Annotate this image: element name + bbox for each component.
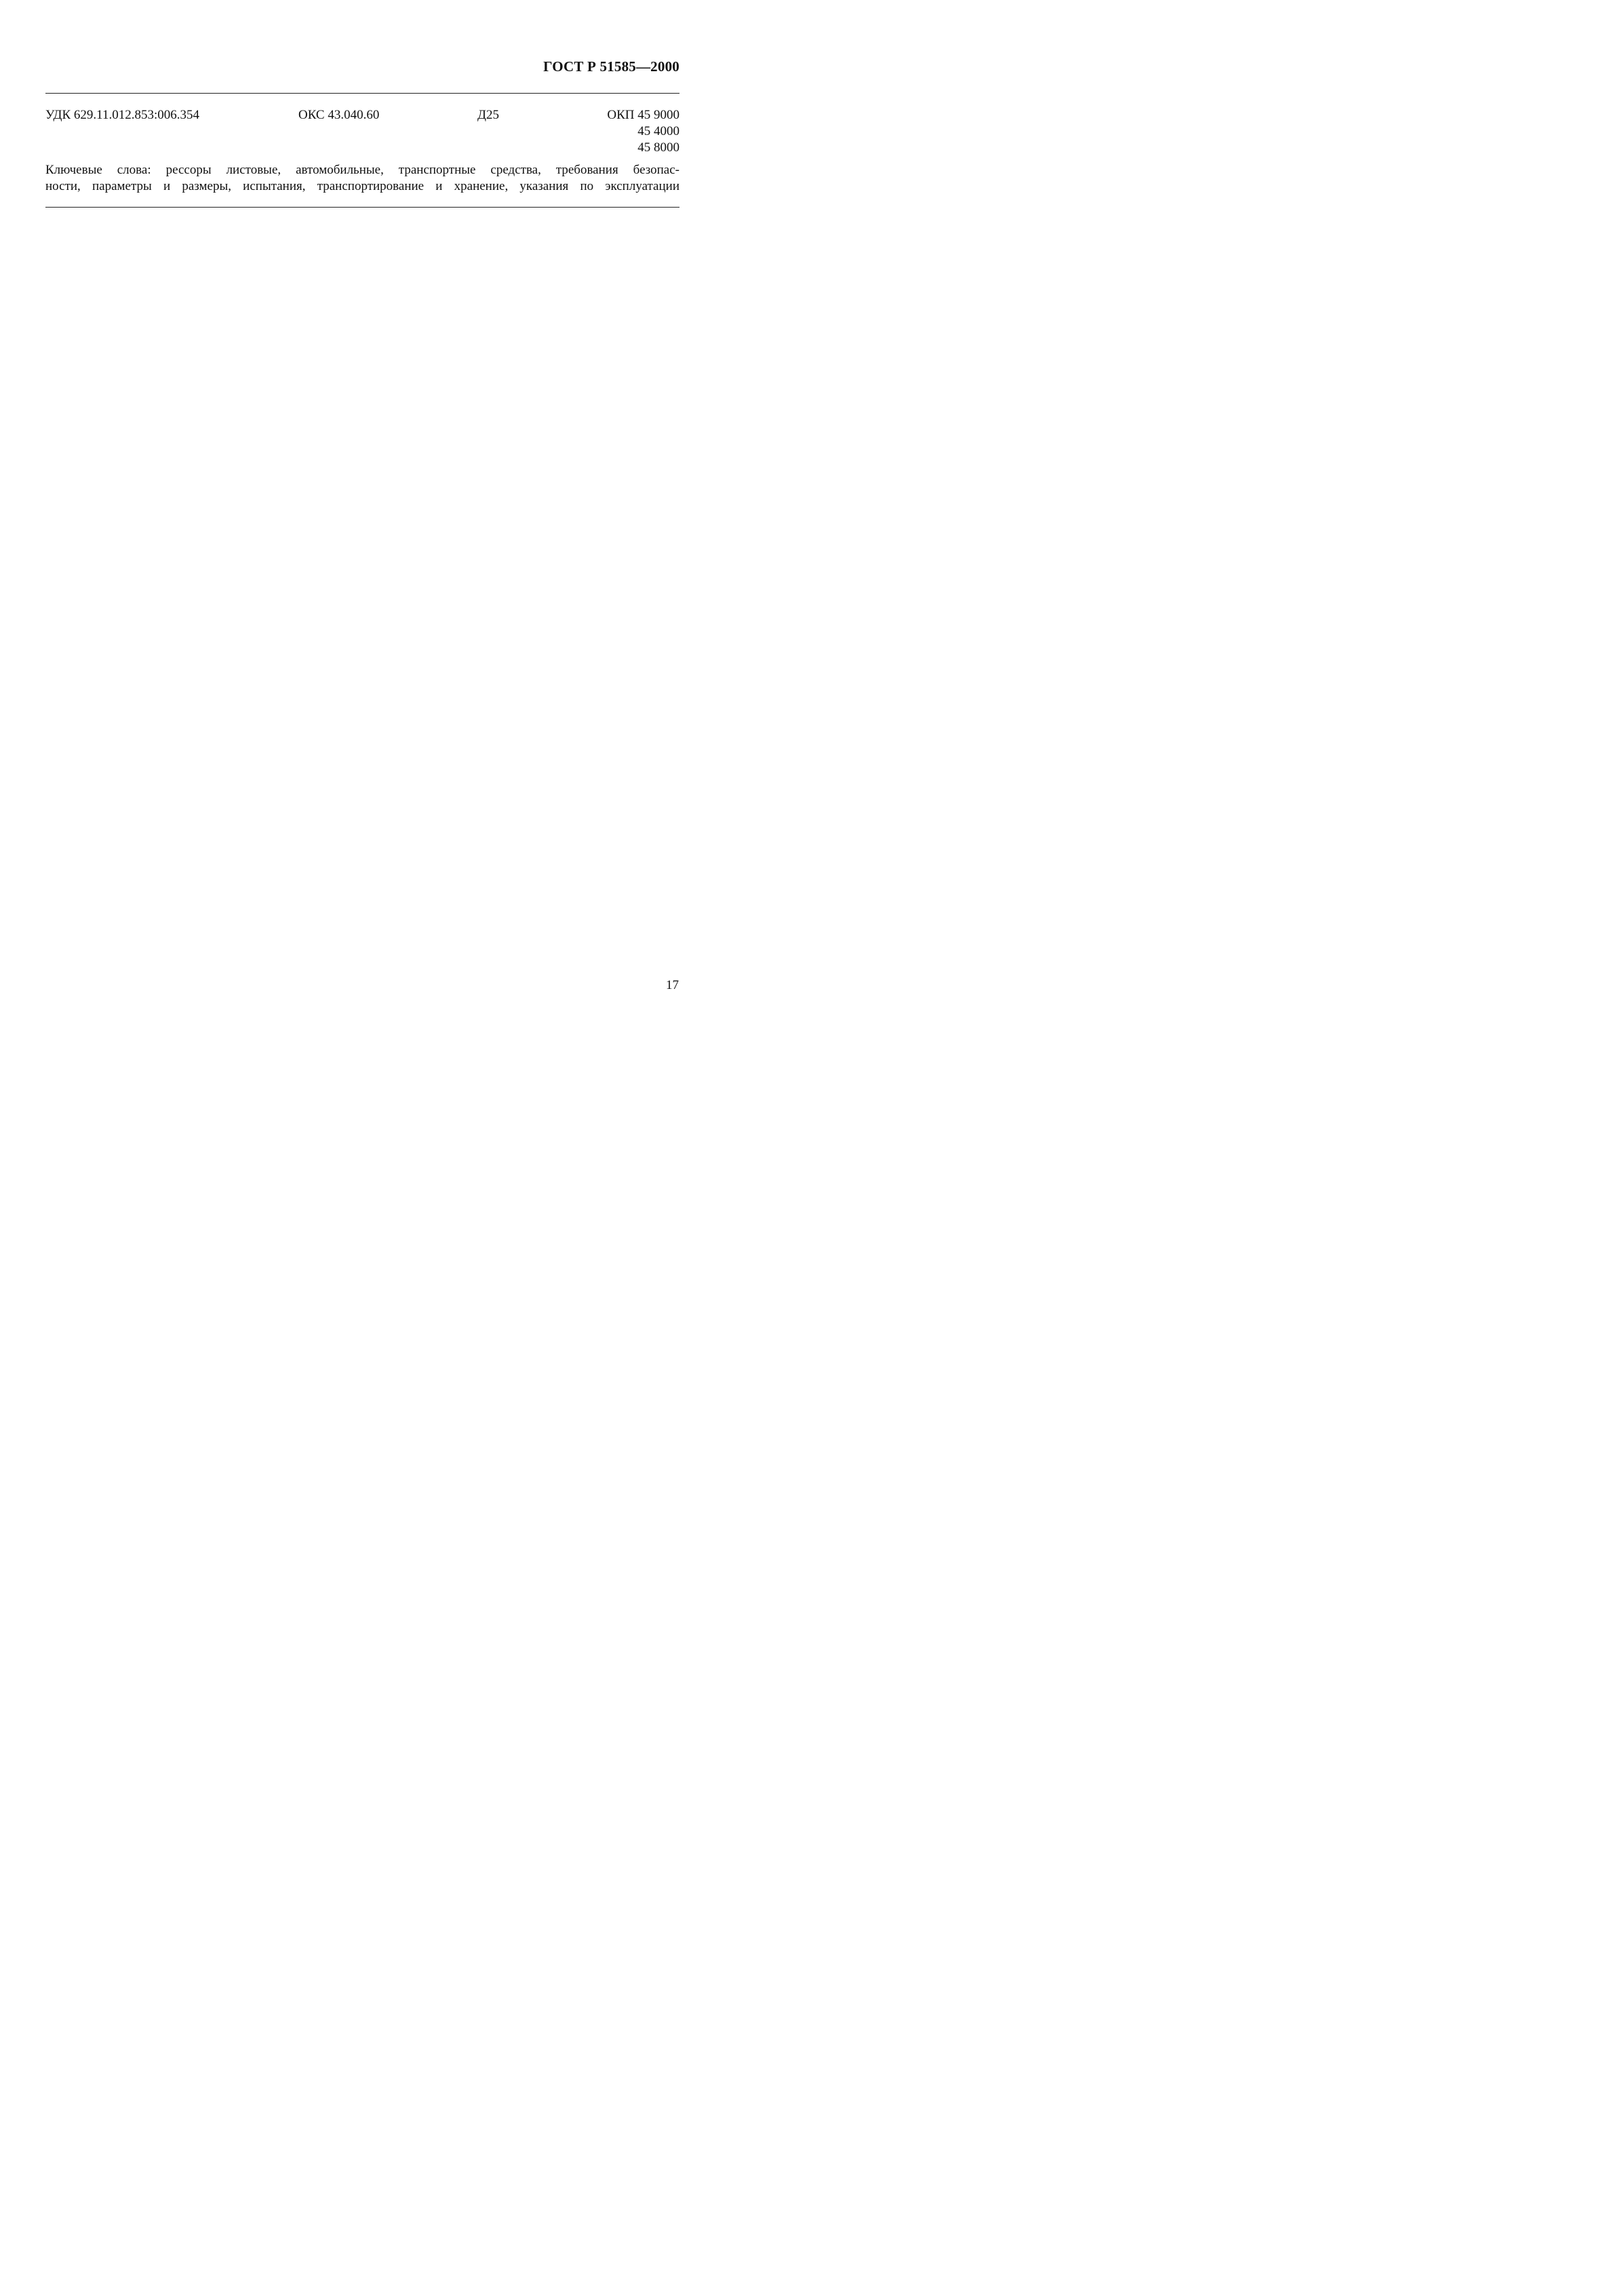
- classification-block: [45, 107, 679, 155]
- group-code: Д25: [477, 108, 499, 122]
- okp-codes: [607, 107, 679, 156]
- okp-code-line: 45 4000: [637, 124, 679, 138]
- keywords-line: Ключевые слова: рессоры листовые, автомобильные, транспортные средства, требования безопас-: [45, 163, 679, 177]
- document-id-header: ГОСТ Р 51585—2000: [543, 58, 679, 75]
- document-page: [0, 0, 736, 1058]
- okp-code-line: 45 8000: [637, 140, 679, 155]
- udk-code: УДК 629.11.012.853:006.354: [45, 108, 199, 122]
- bottom-divider: [45, 207, 679, 208]
- top-divider: [45, 93, 679, 94]
- keywords-paragraph: [45, 162, 679, 195]
- page-number: 17: [666, 978, 679, 992]
- keywords-line: ности, параметры и размеры, испытания, транспортирование и хранение, указания по эксплуатации: [45, 179, 679, 193]
- oks-code: ОКС 43.040.60: [298, 108, 380, 122]
- okp-code-line: ОКП 45 9000: [607, 108, 679, 122]
